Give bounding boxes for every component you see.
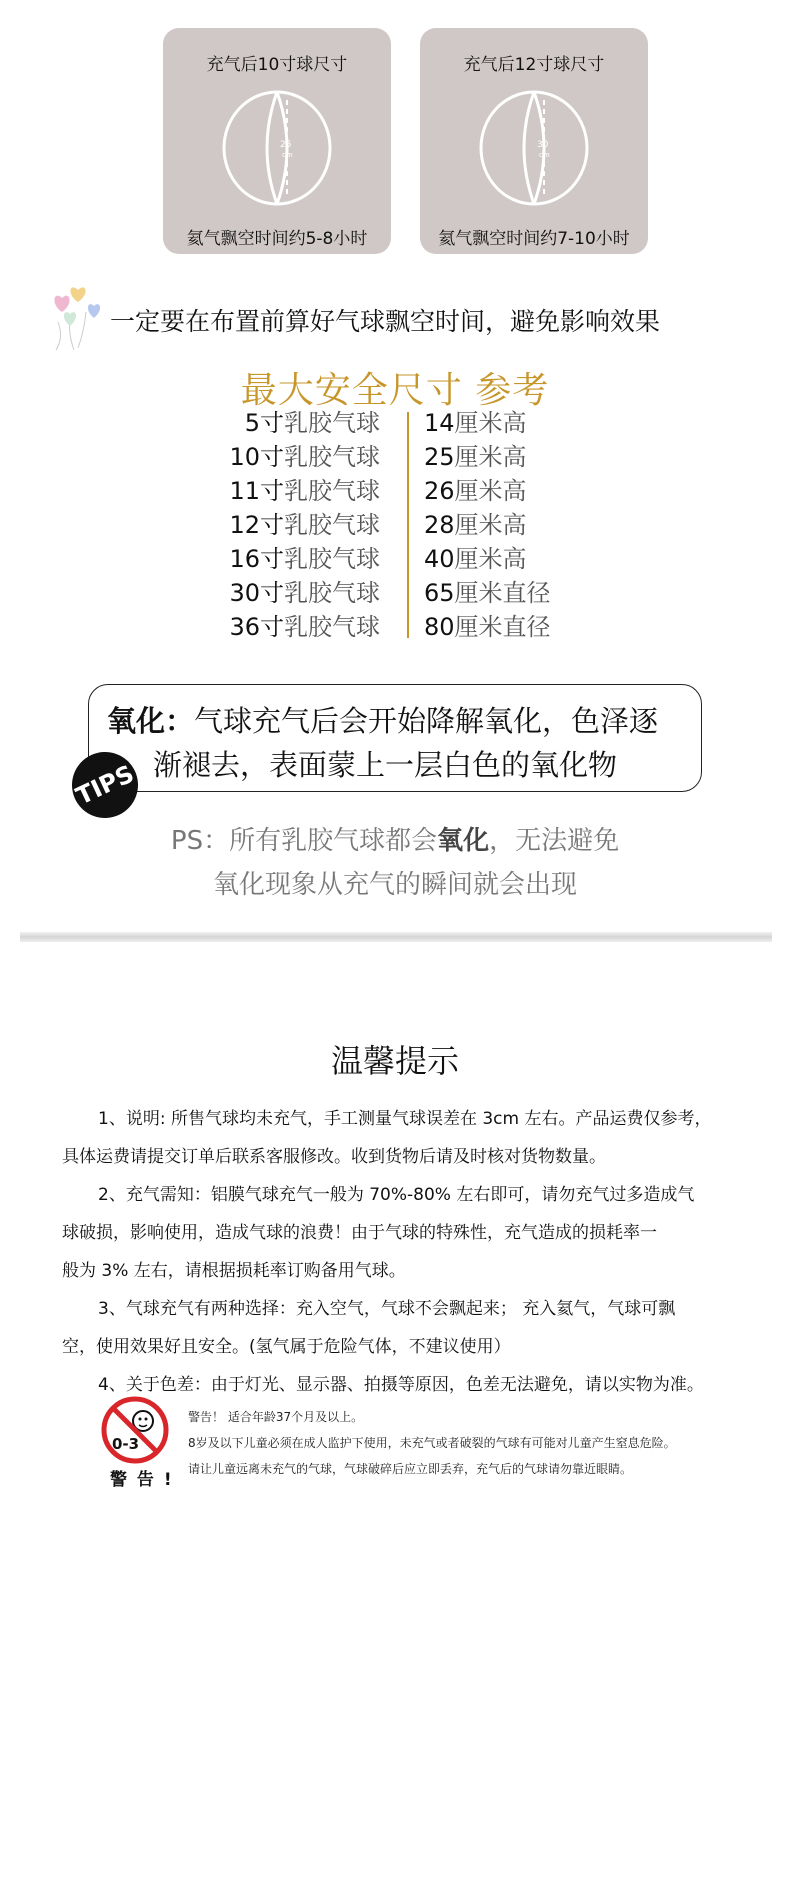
size-label: 12寸乳胶气球 [229, 511, 380, 539]
warning-line-2: 8岁及以下儿童必须在成人监护下使用，未充气或者破裂的气球有可能对儿童产生窒息危险。 [188, 1436, 676, 1450]
size-table-row [190, 474, 590, 508]
card-title: 充气后12寸球尺寸 [463, 55, 605, 75]
float-note: 一定要在布置前算好气球飘空时间，避免影响效果 [110, 307, 661, 336]
size-value: 28厘米高 [424, 511, 527, 539]
tips-badge: TIPS [61, 741, 149, 829]
balloon-diagram [217, 86, 337, 210]
size-label: 30寸乳胶气球 [229, 579, 380, 607]
tips-line-2: 渐褪去，表面蒙上一层白色的氧化物 [153, 748, 618, 782]
size-value: 14厘米高 [424, 409, 527, 437]
dimension-unit: cm [282, 151, 293, 159]
balloons-icon [46, 282, 108, 352]
warning-label: 警 告 ! [110, 1470, 174, 1490]
warning-line-1: 警告！ 适合年龄37个月及以上。 [188, 1410, 364, 1424]
balloon-diagram [474, 86, 594, 210]
balloon-card-10 [163, 28, 391, 254]
tips-label: 氧化： [107, 704, 195, 738]
size-table [190, 406, 590, 644]
size-label: 10寸乳胶气球 [229, 443, 380, 471]
size-label: 36寸乳胶气球 [229, 613, 380, 641]
size-label: 16寸乳胶气球 [229, 545, 380, 573]
size-value: 40厘米高 [424, 545, 527, 573]
size-value: 65厘米直径 [424, 579, 551, 607]
size-value: 80厘米直径 [424, 613, 551, 641]
card-title: 充气后10寸球尺寸 [206, 55, 348, 75]
size-table-row [190, 440, 590, 474]
size-table-row [190, 610, 590, 644]
warm-tips-title: 温馨提示 [330, 1042, 459, 1080]
float-time: 氦气飘空时间约5-8小时 [186, 229, 368, 249]
ps-line-1: PS：所有乳胶气球都会氧化，无法避免 [170, 826, 620, 856]
dimension-value: 30 [537, 140, 549, 150]
section-divider [20, 932, 772, 942]
age-badge: 0-3 [112, 1435, 140, 1453]
size-table-row [190, 508, 590, 542]
size-label: 11寸乳胶气球 [229, 477, 380, 505]
size-table-row [190, 406, 590, 440]
float-time: 氦气飘空时间约7-10小时 [438, 229, 630, 249]
dimension-unit: cm [539, 151, 550, 159]
tips-line-1: 氧化：气球充气后会开始降解氧化，色泽逐 [107, 704, 659, 738]
balloon-card-12 [420, 28, 648, 254]
size-label: 5寸乳胶气球 [244, 409, 380, 437]
paragraph-1: 1、说明: 所售气球均未充气，手工测量气球误差在 3cm 左右。产品运费仅参考， 具体运费请提交订单后联系客服修改。收到货物后请及时核对货物数量。 2、充气需知：铝膜气球充气一般为 70%-80% 左右即可，请勿充气过多造成气 球破损，影响使用，造成气球的浪费！由于气球的特殊性，充气造成的损耗率一 般为 3% 左右，请根据损耗率订购备用气球。 3、气球充气有两种选择：充入空气，气球不会飘起来； 充入氦气，气球可飘 空，使用效果好且安全。(氢气属于危险气体，不建议使用） 4、关于色差：由于灯光、显示器、拍摄等原因，色差无法避免，请以实物为准。 [62, 1109, 712, 1395]
size-table-title: 最大安全尺寸 参考 [240, 370, 550, 411]
age-warning-icon [100, 1395, 170, 1465]
size-table-row [190, 542, 590, 576]
size-table-row [190, 576, 590, 610]
ps-line-2: 氧化现象从充气的瞬间就会出现 [212, 870, 577, 900]
tips-box [88, 684, 702, 792]
size-value: 25厘米高 [424, 443, 527, 471]
size-value: 26厘米高 [424, 477, 527, 505]
dimension-value: 25 [280, 140, 292, 150]
warning-line-3: 请让儿童远离未充气的气球，气球破碎后应立即丢弃，充气后的气球请勿靠近眼睛。 [188, 1462, 633, 1476]
